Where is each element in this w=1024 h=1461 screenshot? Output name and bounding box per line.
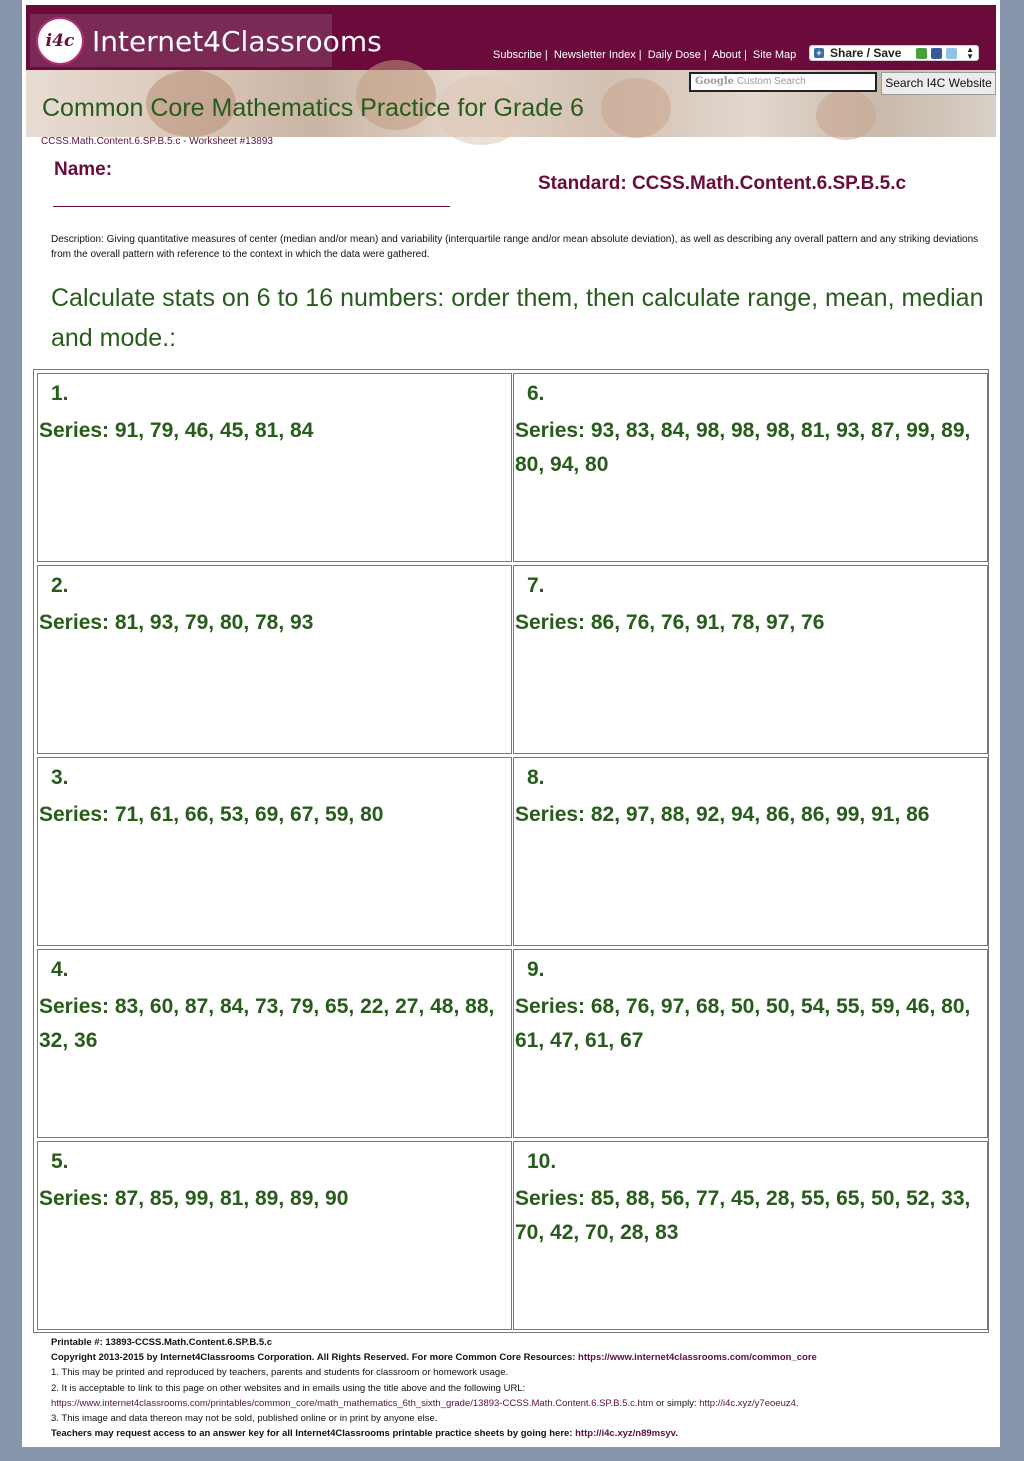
problem-cell — [513, 757, 988, 946]
facebook-icon — [931, 48, 942, 59]
problem-cell — [37, 1141, 512, 1330]
url-separator: or simply: — [653, 1397, 700, 1409]
printable-number: Printable #: 13893-CCSS.Math.Content.6.SP.B.5.c — [51, 1337, 273, 1348]
problem-series: Series: 68, 76, 97, 68, 50, 50, 54, 55, 59, 46, 80, 61, 47, 61, 67 — [515, 995, 971, 1052]
twitter-icon — [946, 48, 957, 59]
problem-number: 10. — [527, 1150, 557, 1173]
worksheet-url-link[interactable]: https://www.internet4classrooms.com/printables/common_core/math_mathematics_6th_sixth_grade/13893-CCSS.Math.Content.6.SP.B.5.c.htm — [51, 1397, 654, 1409]
problem-series: Series: 93, 83, 84, 98, 98, 98, 81, 93, 87, 99, 89, 80, 94, 80 — [515, 419, 971, 476]
problem-number: 2. — [51, 574, 69, 597]
problem-grid — [33, 369, 989, 1333]
search-button[interactable]: Search I4C Website — [881, 72, 996, 95]
copyright-line — [51, 1350, 991, 1365]
logo-text: Internet4Classrooms — [92, 25, 382, 58]
problem-cell — [513, 1141, 988, 1330]
search-input[interactable] — [689, 72, 877, 92]
answer-key-end: . — [675, 1428, 678, 1440]
email-share-icon — [916, 48, 927, 59]
answer-key-line — [51, 1426, 991, 1441]
share-label: Share / Save — [830, 46, 902, 60]
page-title: Common Core Mathematics Practice for Grade 6 — [42, 94, 584, 122]
problem-series: Series: 91, 79, 46, 45, 81, 84 — [39, 419, 314, 442]
problem-number: 9. — [527, 958, 545, 981]
url-end: . — [795, 1397, 799, 1409]
site-logo[interactable] — [30, 14, 382, 67]
problem-series: Series: 81, 93, 79, 80, 78, 93 — [39, 611, 314, 634]
name-label: Name: — [54, 159, 113, 180]
problem-series: Series: 87, 85, 99, 81, 89, 89, 90 — [39, 1187, 349, 1210]
problem-number: 8. — [527, 766, 545, 789]
problem-cell — [37, 373, 512, 562]
nav-subscribe[interactable]: Subscribe — [493, 49, 542, 61]
worksheet-page — [22, 0, 1000, 1447]
problem-number: 7. — [527, 574, 545, 597]
chevron-updown-icon: ▲ ▼ — [966, 45, 974, 61]
problem-cell — [37, 757, 512, 946]
instructions: Calculate stats on 6 to 16 numbers: order them, then calculate range, mean, median and mode.: — [51, 284, 984, 352]
nav-about[interactable]: About — [712, 49, 741, 61]
footer — [51, 1335, 991, 1441]
nav-newsletter-index[interactable]: Newsletter Index — [553, 49, 636, 61]
standard-label: Standard: CCSS.Math.Content.6.SP.B.5.c — [538, 173, 907, 194]
problem-cell — [513, 949, 988, 1138]
problem-number: 5. — [51, 1150, 69, 1173]
problem-cell — [37, 949, 512, 1138]
problem-number: 6. — [527, 382, 545, 405]
problem-series: Series: 85, 88, 56, 77, 45, 28, 55, 65, 50, 52, 33, 70, 42, 70, 28, 83 — [515, 1187, 971, 1244]
usage-note-3: 3. This image and data thereon may not be sold, published online or in print by anyone else. — [51, 1413, 438, 1425]
nav-daily-dose[interactable]: Daily Dose — [647, 49, 701, 61]
problem-cell — [513, 373, 988, 562]
problem-series: Series: 82, 97, 88, 92, 94, 86, 86, 99, 91, 86 — [515, 803, 930, 826]
answer-key-text: Teachers may request access to an answer key for all Internet4Classrooms printable practice sheets by going here: — [51, 1428, 573, 1440]
problem-number: 1. — [51, 382, 69, 405]
name-line — [53, 206, 450, 207]
share-plus-icon: + — [814, 48, 824, 58]
usage-note-1: 1. This may be printed and reproduced by teachers, parents and students for classroom or homework usage. — [51, 1367, 509, 1379]
url-line — [51, 1396, 991, 1411]
usage-note-2: 2. It is acceptable to link to this page on other websites and in emails using the title above and the following URL: — [51, 1382, 526, 1394]
answer-key-link[interactable]: http://i4c.xyz/n89msyv — [575, 1428, 676, 1440]
problem-series: Series: 83, 60, 87, 84, 73, 79, 65, 22, 27, 48, 88, 32, 36 — [39, 995, 495, 1052]
nav-site-map[interactable]: Site Map — [752, 49, 797, 61]
common-core-link[interactable]: https://www.internet4classrooms.com/common_core — [578, 1352, 817, 1364]
top-navigation: Subscribe | Newsletter Index | Daily Dose | About | Site Map — [493, 49, 797, 61]
problem-series: Series: 71, 61, 66, 53, 69, 67, 59, 80 — [39, 803, 384, 826]
logo-badge-icon: i4c — [36, 17, 84, 65]
problem-number: 3. — [51, 766, 69, 789]
google-logo: Google — [695, 76, 735, 87]
copyright-text: Copyright 2013-2015 by Internet4Classrooms Corporation. All Rights Reserved. For more Common Core Resources: — [51, 1352, 576, 1364]
problem-cell — [513, 565, 988, 754]
problem-cell — [37, 565, 512, 754]
breadcrumb[interactable]: CCSS.Math.Content.6.SP.B.5.c - Worksheet #13893 — [41, 136, 273, 147]
site-banner — [26, 5, 996, 70]
problem-number: 4. — [51, 958, 69, 981]
description: Description: Giving quantitative measures of center (median and/or mean) and variability (interquartile range and/or mean absolute deviation), as well as describing any overall pattern and any striking deviations from the overall pattern with reference to the context in which the data were gathered. — [51, 234, 979, 260]
problem-series: Series: 86, 76, 76, 91, 78, 97, 76 — [515, 611, 825, 634]
search-placeholder: Custom Search — [736, 76, 806, 87]
short-url-link[interactable]: http://i4c.xyz/y7eoeuz4 — [699, 1397, 796, 1409]
share-save-button[interactable] — [809, 45, 979, 61]
